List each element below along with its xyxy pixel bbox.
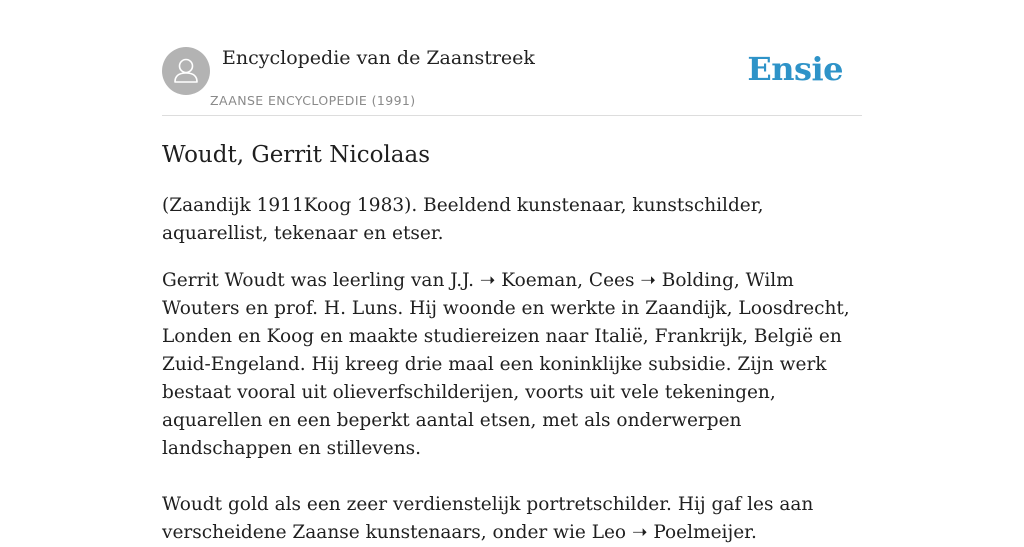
article-body xyxy=(162,267,862,547)
link-arrow-icon: ➝ xyxy=(631,522,648,543)
link-arrow-icon: ➝ xyxy=(640,270,656,291)
user-placeholder-icon-graphic xyxy=(162,47,210,95)
body-text-segment: Gerrit Woudt was leerling van J.J. xyxy=(162,270,480,291)
body-text-segment: Woudt gold als een zeer verdienstelijk portretschilder. Hij gaf les aan verscheidene Zaanse kunstenaars, onder wie Leo xyxy=(162,494,814,543)
source-subtitle[interactable]: ZAANSE ENCYCLOPEDIE (1991) xyxy=(210,93,416,108)
source-header xyxy=(162,0,862,116)
body-text-segment[interactable]: Poelmeijer. xyxy=(647,522,757,543)
ensie-logo[interactable]: Ensie xyxy=(747,50,843,88)
article-title: Woudt, Gerrit Nicolaas xyxy=(162,142,431,168)
body-text-segment[interactable]: Koeman, Cees xyxy=(495,270,641,291)
source-title[interactable]: Encyclopedie van de Zaanstreek xyxy=(222,47,535,69)
user-placeholder-icon[interactable] xyxy=(162,47,210,95)
link-arrow-icon: ➝ xyxy=(479,270,496,291)
article-page xyxy=(162,0,862,543)
article-intro: (Zaandijk 1911Koog 1983). Beeldend kunstenaar, kunstschilder, aquarellist, tekenaar en etser. xyxy=(162,195,764,244)
body-text-segment[interactable]: Bolding, Wilm Wouters en prof. H. Luns. Hij woonde en werkte in Zaandijk, Loosdrecht, Londen en Koog en maakte studiereizen naar Italië, Frankrijk, België en Zuid-Engeland. Hij kreeg drie maal een koninklijke subsidie. Zijn werk bestaat vooral uit olieverfschilderijen, voorts uit vele tekeningen, aquarellen en een beperkt aantal etsen, met als onderwerpen landschappen en stillevens. xyxy=(162,270,850,459)
